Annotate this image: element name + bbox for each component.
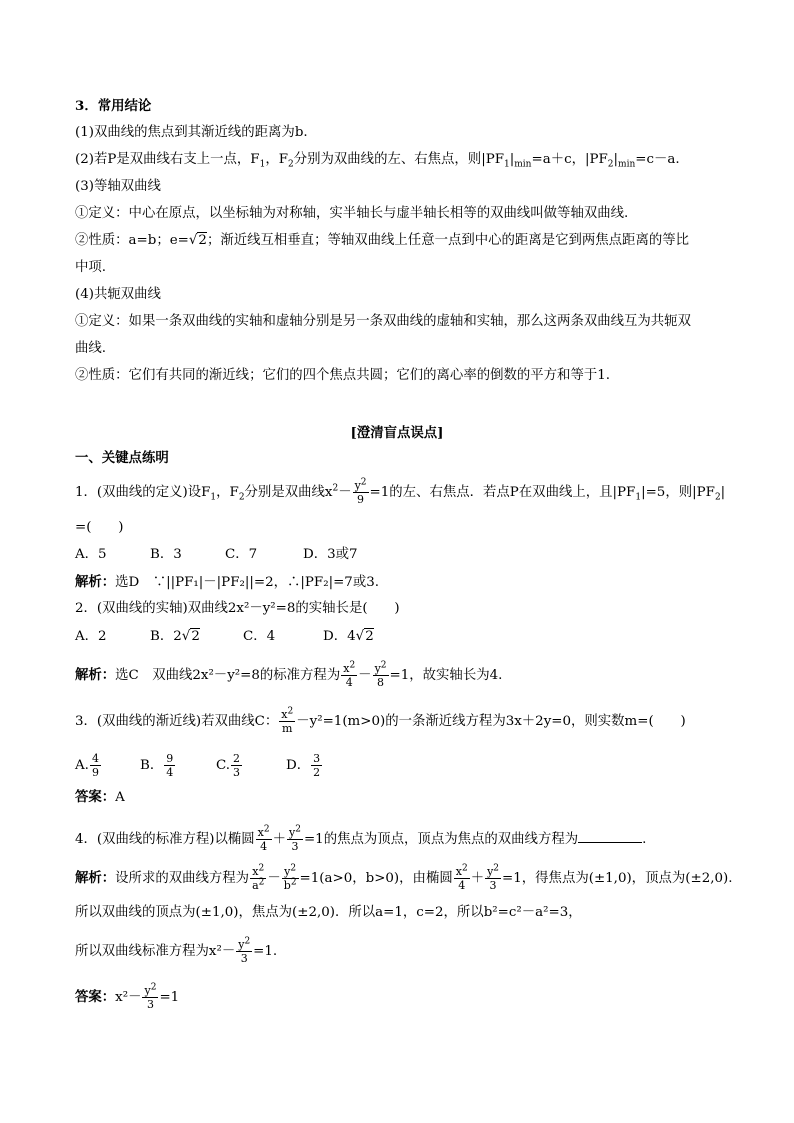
option-d: D．3或7 (303, 547, 358, 562)
question-4-solution-2: 所以双曲线的顶点为(±1,0)，焦点为(±2,0)．所以a=1，c=2，所以b²=c²－a²=3， (75, 905, 582, 920)
part-heading: 一、关键点练明 (75, 450, 169, 466)
option-b: B．3 (150, 547, 182, 562)
answer-blank (578, 830, 642, 843)
question-4-solution: 解析：设所求的双曲线方程为 $\frac{x^2}{a^2}$ － $\frac{y^2}{b^2}$ =1(a>0，b>0)，由椭圆 $\frac{x^2}{4}$ ＋ $\frac{y^2}{3}$ =1，得焦点为(±1,0)，顶点为(±2,0). (75, 863, 733, 892)
conclusion-3-title: (3)等轴双曲线 (75, 179, 161, 194)
option-b: B．2√2 (150, 629, 200, 644)
question-2-options (75, 628, 374, 646)
option-a: A. $\frac{4}{9}$ (75, 752, 99, 779)
question-1-cont: =( ) (75, 520, 124, 535)
conclusion-4-definition: ①定义：如果一条双曲线的实轴和虚轴分别是另一条双曲线的虚轴和实轴，那么这两条双曲线互为共轭双 (75, 314, 691, 329)
option-a: A．2 (75, 629, 107, 644)
option-a: A．5 (75, 547, 107, 562)
option-d: D． $\frac{3}{2}$ (286, 752, 321, 779)
conclusion-2: (2)若P是双曲线右支上一点，$F_1$，$F_2$分别为双曲线的左、右焦点，则$|PF_1|_{min}=a+c$，$|PF_2|_{min}=c-a$. (75, 152, 680, 170)
option-c: C. $\frac{2}{3}$ (216, 752, 241, 779)
conclusion-3-property: ②性质：a=b；e=√2；渐近线互相垂直；等轴双曲线上任意一点到中心的距离是它到两焦点距离的等比 (75, 233, 690, 248)
conclusion-1: (1)双曲线的焦点到其渐近线的距离为b. (75, 125, 308, 140)
question-4-answer: 答案：x²－ $\frac{y^2}{3}$ =1 (75, 982, 180, 1011)
question-1-options (75, 546, 358, 564)
option-b: B． $\frac{9}{4}$ (140, 752, 174, 779)
conclusion-3-property-cont: 中项. (75, 260, 107, 275)
option-d: D．4√2 (323, 629, 374, 644)
question-1-solution: 解析：选D ∵||PF₁|－|PF₂||=2，∴|PF₂|=7或3. (75, 574, 379, 590)
question-4: 4．(双曲线的标准方程)以椭圆 $\frac{x^2}{4}$ ＋ $\frac{y^2}{3}$ =1的焦点为顶点，顶点为焦点的双曲线方程为 . (75, 824, 647, 853)
question-3: 3．(双曲线的渐近线)若双曲线C： $\frac{x^2}{m}$ －y²=1(m>0)的一条渐近线方程为3x＋2y=0，则实数m=( ) (75, 706, 686, 735)
question-3-options (75, 752, 323, 779)
conclusion-4-definition-cont: 曲线. (75, 341, 107, 356)
option-c: C．7 (225, 547, 258, 562)
option-c: C．4 (243, 629, 276, 644)
question-1: 1．(双曲线的定义)设$F_1$，$F_2$分别是双曲线$x^2-$ $\frac{y^2}{9}$ =1的左、右焦点．若点P在双曲线上，且$|PF_1|=5$，则$|PF_2|$ (75, 477, 726, 506)
conclusion-3-definition: ①定义：中心在原点，以坐标轴为对称轴，实半轴长与虚半轴长相等的双曲线叫做等轴双曲线. (75, 206, 629, 221)
section-title: [澄清盲点误点] (350, 425, 444, 441)
question-2-solution: 解析：选C 双曲线2x²－y²=8的标准方程为 $\frac{x^2}{4}$ － $\frac{y^2}{8}$ =1，故实轴长为4. (75, 660, 503, 689)
question-4-solution-3: 所以双曲线标准方程为x²－ $\frac{y^2}{3}$ =1. (75, 936, 278, 965)
conclusion-4-title: (4)共轭双曲线 (75, 287, 161, 302)
conclusion-4-property: ②性质：它们有共同的渐近线；它们的四个焦点共圆；它们的离心率的倒数的平方和等于1. (75, 368, 611, 383)
question-2: 2．(双曲线的实轴)双曲线2x²－y²=8的实轴长是( ) (75, 601, 400, 616)
section-heading: 3．常用结论 (75, 98, 152, 114)
question-3-answer: 答案：A (75, 789, 125, 805)
